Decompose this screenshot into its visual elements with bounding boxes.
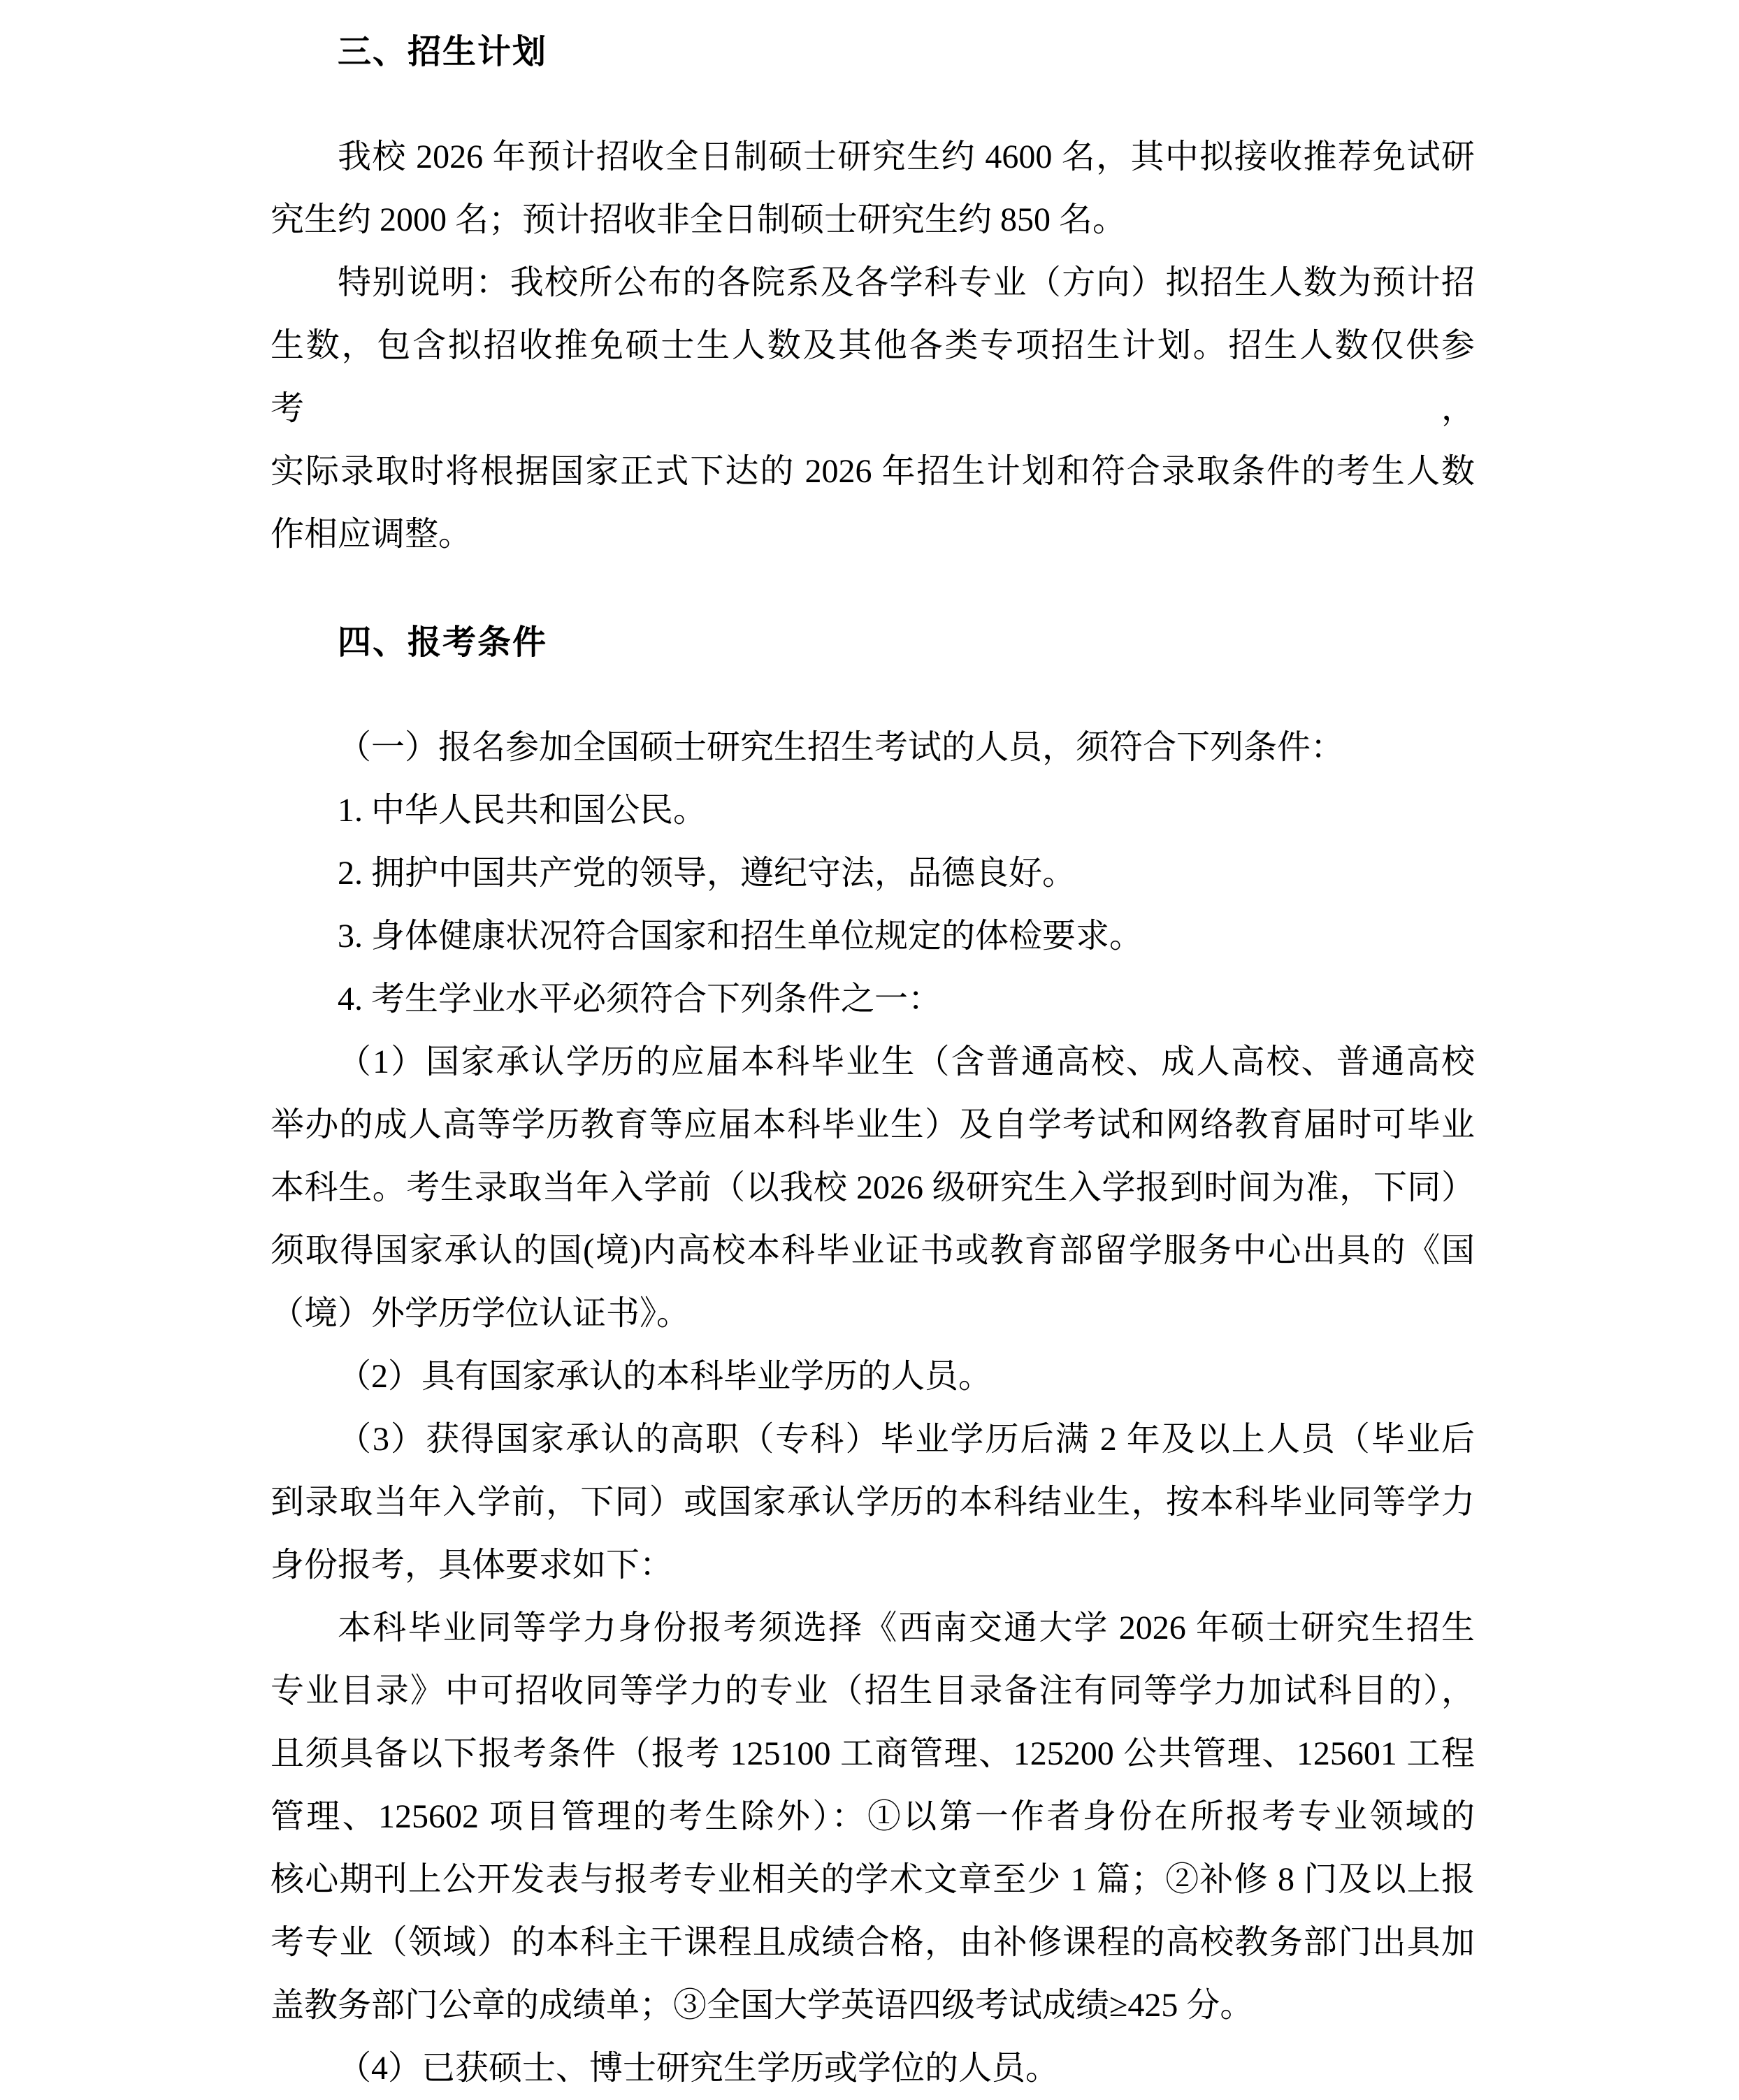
text-line: 身份报考，具体要求如下： [270,1547,674,1584]
text-line: （1）国家承认学历的应届本科毕业生（含普通高校、成人高校、普通高校 [338,1043,1475,1080]
text-line: 盖教务部门公章的成绩单；③全国大学英语四级考试成绩≥425 分。 [270,1987,1254,2024]
text-line: 本科生。考生录取当年入学前（以我校 2026 级研究生入学报到时间为准，下同） [270,1169,1475,1206]
condition-item-3: 3. 身体健康状况符合国家和招生单位规定的体检要求。 [338,918,1143,955]
text-line: 须取得国家承认的国(境)内高校本科毕业证书或教育部留学服务中心出具的《国 [270,1232,1475,1269]
text-line: （境）外学历学位认证书》。 [270,1295,691,1332]
text-line: 考专业（领域）的本科主干课程且成绩合格，由补修课程的高校教务部门出具加 [270,1924,1475,1961]
text-line: 生数，包含拟招收推免硕士生人数及其他各类专项招生计划。招生人数仅供参考， [270,327,1475,427]
text-line: （2）具有国家承认的本科毕业学历的人员。 [338,1358,993,1395]
text-line: 本科毕业同等学力身份报考须选择《西南交通大学 2026 年硕士研究生招生 [338,1609,1475,1646]
text-line: 我校 2026 年预计招收全日制硕士研究生约 4600 名，其中拟接收推荐免试研 [338,138,1475,175]
text-line: 举办的成人高等学历教育等应届本科毕业生）及自学考试和网络教育届时可毕业 [270,1106,1475,1143]
text-line: （3）获得国家承认的高职（专科）毕业学历后满 2 年及以上人员（毕业后 [338,1421,1475,1458]
subsection-line: （一）报名参加全国硕士研究生招生考试的人员，须符合下列条件： [338,729,1345,766]
section-heading-enrollment-plan: 三、招生计划 [338,34,548,71]
text-line: 专业目录》中可招收同等学力的专业（招生目录备注有同等学力加试科目的）， [270,1672,1475,1709]
condition-item-4: 4. 考生学业水平必须符合下列条件之一： [338,980,942,1018]
condition-item-2: 2. 拥护中国共产党的领导，遵纪守法，品德良好。 [338,855,1076,892]
text-line: 实际录取时将根据国家正式下达的 2026 年招生计划和符合录取条件的考生人数 [270,453,1475,490]
text-line: （4）已获硕士、博士研究生学历或学位的人员。 [338,2050,1060,2087]
condition-item-1: 1. 中华人民共和国公民。 [338,792,707,829]
text-line: 究生约 2000 名；预计招收非全日制硕士研究生约 850 名。 [270,201,1127,238]
text-line: 且须具备以下报考条件（报考 125100 工商管理、125200 公共管理、125601 工程 [270,1735,1475,1772]
text-line: 到录取当年入学前，下同）或国家承认学历的本科结业生，按本科毕业同等学力 [270,1484,1475,1521]
text-line: 特别说明：我校所公布的各院系及各学科专业（方向）拟招生人数为预计招 [338,264,1475,301]
text-line: 管理、125602 项目管理的考生除外）：①以第一作者身份在所报考专业领域的 [270,1798,1475,1835]
document-content [270,21,1475,2100]
text-line: 作相应调整。 [270,516,472,553]
section-heading-application-requirements: 四、报考条件 [338,624,548,661]
text-line: 核心期刊上公开发表与报考专业相关的学术文章至少 1 篇；②补修 8 门及以上报 [270,1861,1475,1898]
